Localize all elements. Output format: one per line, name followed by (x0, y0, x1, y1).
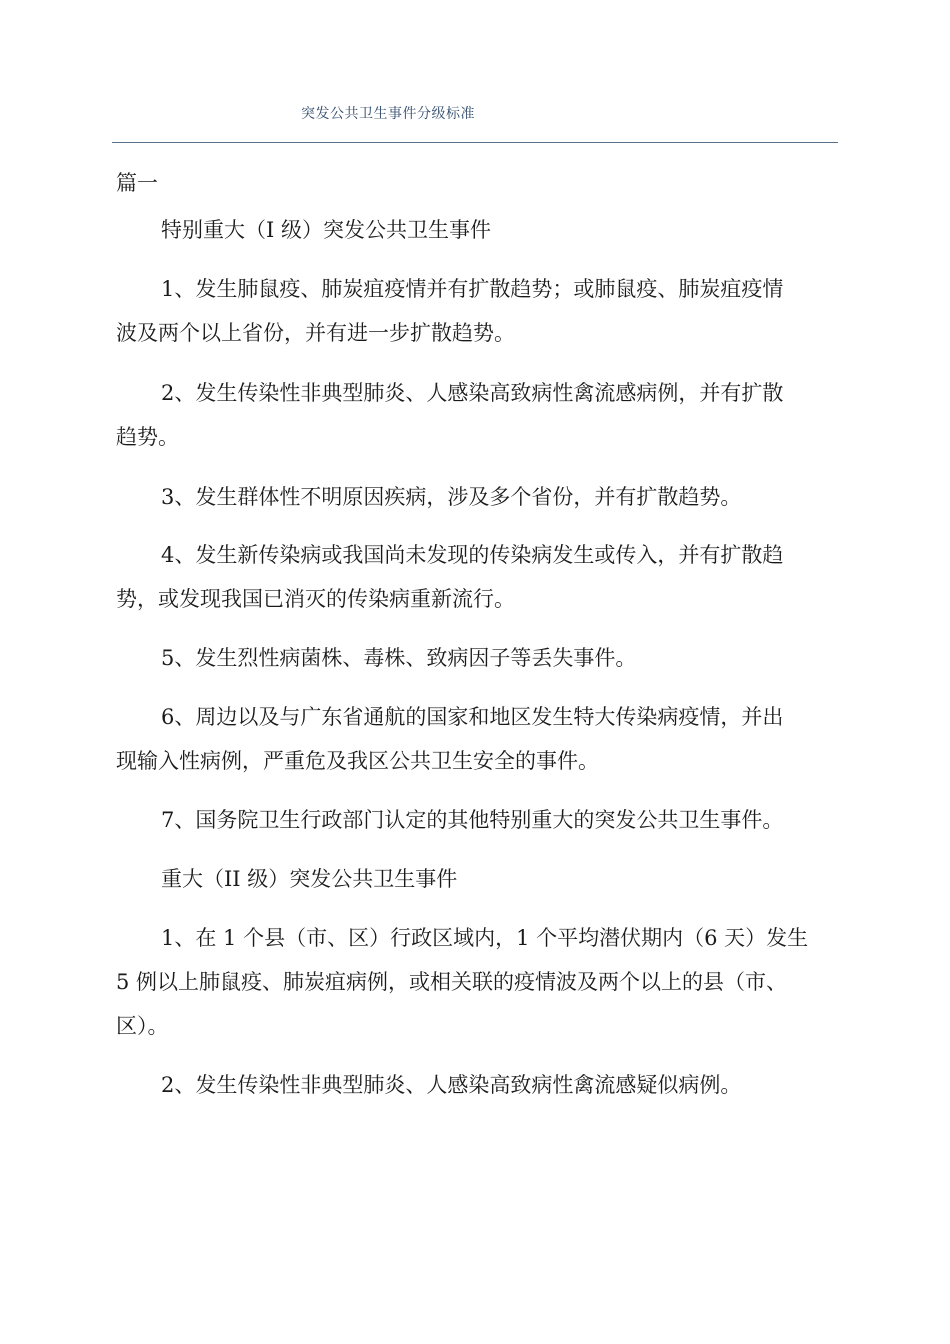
level1-item-6-line1: 6、周边以及与广东省通航的国家和地区发生特大传染病疫情，并出 (161, 705, 784, 729)
section-title: 篇一 (116, 171, 158, 195)
level1-heading: 特别重大（I 级）突发公共卫生事件 (161, 218, 491, 242)
level1-item-4-line1: 4、发生新传染病或我国尚未发现的传染病发生或传入，并有扩散趋 (161, 543, 784, 567)
level1-item-1-line1: 1、发生肺鼠疫、肺炭疽疫情并有扩散趋势；或肺鼠疫、肺炭疽疫情 (161, 277, 784, 301)
level1-item-2-line1: 2、发生传染性非典型肺炎、人感染高致病性禽流感病例，并有扩散 (161, 381, 784, 405)
page-header-title: 突发公共卫生事件分级标准 (301, 106, 475, 122)
level1-item-7: 7、国务院卫生行政部门认定的其他特别重大的突发公共卫生事件。 (161, 808, 784, 832)
level1-item-5: 5、发生烈性病菌株、毒株、致病因子等丢失事件。 (161, 646, 637, 670)
header-divider (112, 142, 838, 143)
level2-heading: 重大（II 级）突发公共卫生事件 (161, 867, 458, 891)
level2-item-1-line3: 区）。 (116, 1014, 169, 1038)
level2-item-1-line1: 1、在 1 个县（市、区）行政区域内，1 个平均潜伏期内（6 天）发生 (161, 926, 809, 950)
level2-item-1-line2: 5 例以上肺鼠疫、肺炭疽病例，或相关联的疫情波及两个以上的县（市、 (116, 970, 788, 994)
level2-item-2: 2、发生传染性非典型肺炎、人感染高致病性禽流感疑似病例。 (161, 1073, 742, 1097)
level1-item-3: 3、发生群体性不明原因疾病，涉及多个省份，并有扩散趋势。 (161, 485, 742, 509)
level1-item-4-line2: 势，或发现我国已消灭的传染病重新流行。 (116, 587, 515, 611)
level1-item-6-line2: 现输入性病例，严重危及我区公共卫生安全的事件。 (116, 749, 599, 773)
level1-item-2-line2: 趋势。 (116, 425, 179, 449)
level1-item-1-line2: 波及两个以上省份，并有进一步扩散趋势。 (116, 321, 515, 345)
